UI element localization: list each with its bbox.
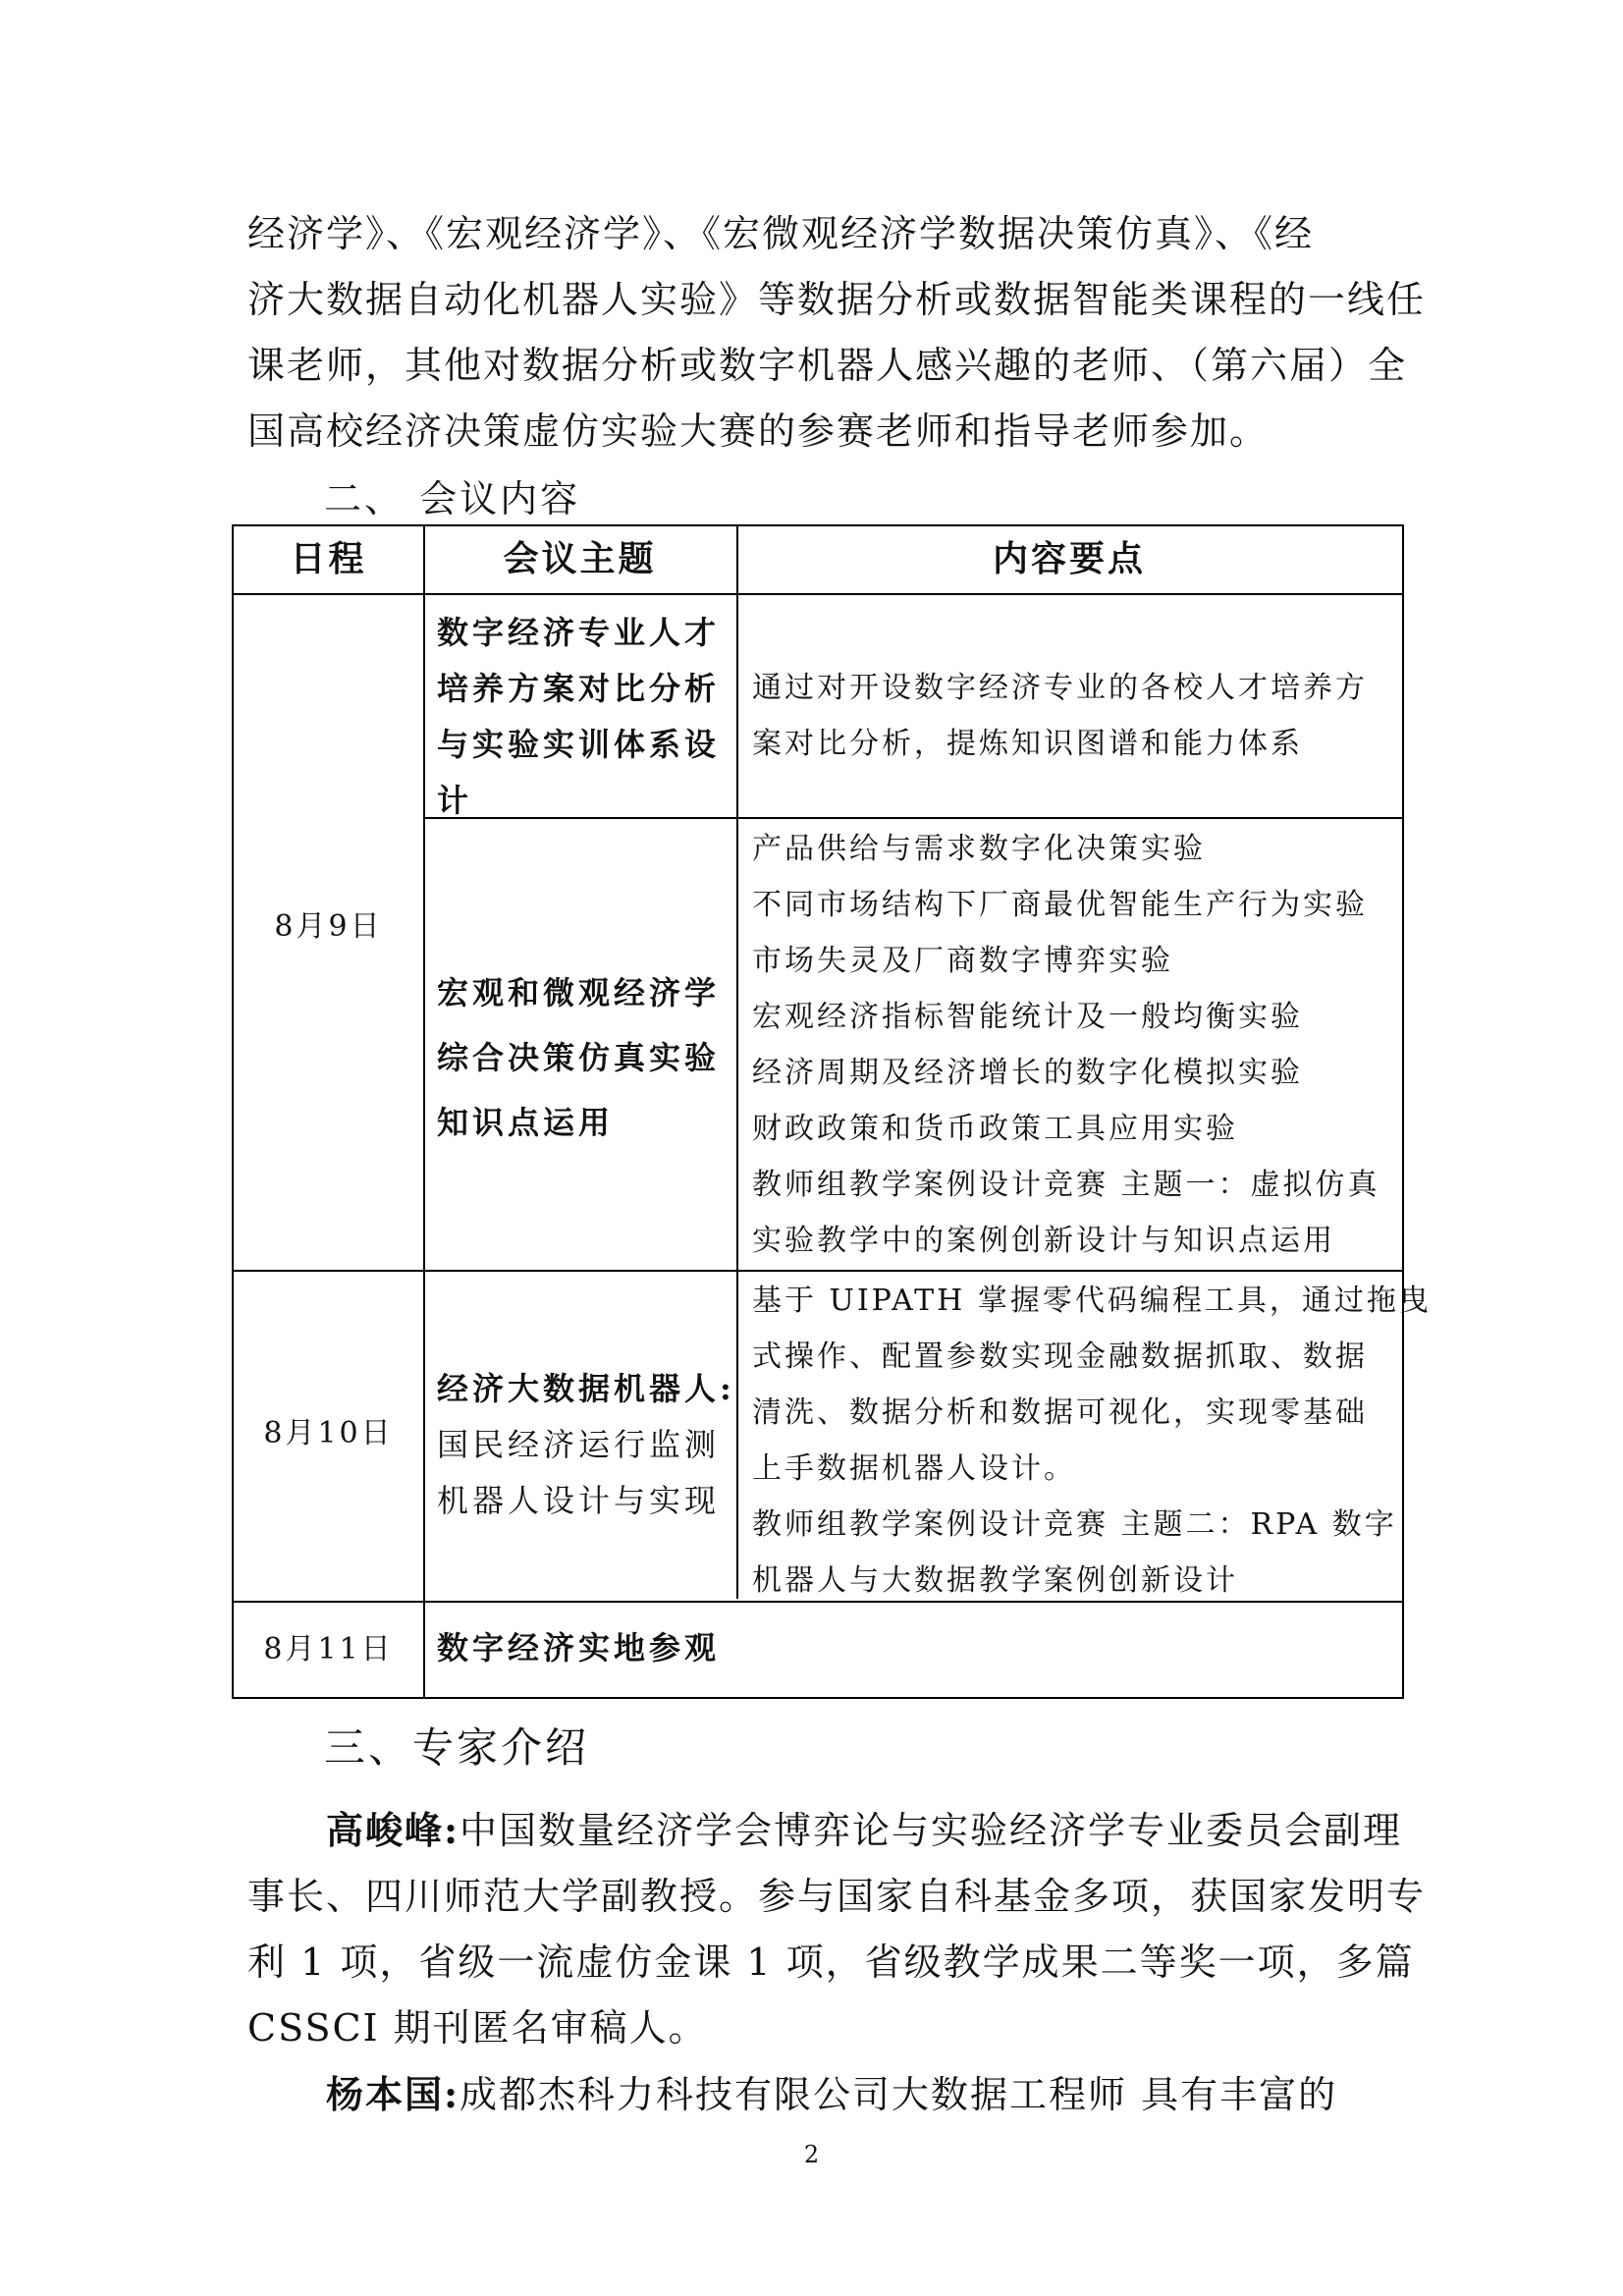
point-line: 通过对开设数字经济专业的各校人才培养方 [752, 671, 1368, 705]
theme-cell [423, 1361, 736, 1529]
section-heading-experts: 三、专家介绍 [324, 1723, 590, 1772]
theme-line: 数字经济专业人才 [437, 614, 721, 651]
expert-line [247, 2061, 1386, 2128]
theme-line: 国民经济运行监测 [437, 1426, 721, 1463]
point-line: 清洗、数据分析和数据可视化，实现零基础 [752, 1395, 1368, 1430]
theme-cell [423, 1620, 1052, 1676]
theme-line: 经济大数据机器人: [437, 1370, 735, 1407]
point-line: 案对比分析，提炼知识图谱和能力体系 [752, 727, 1303, 761]
date-cell: 8月10日 [263, 1416, 394, 1450]
point-line: 实验教学中的案例创新设计与知识点运用 [752, 1224, 1335, 1258]
theme-line: 与实验实训体系设 [437, 726, 721, 763]
theme-line: 计 [437, 782, 473, 819]
point-line: 财政政策和货币政策工具应用实验 [752, 1112, 1238, 1146]
row-divider [234, 593, 1402, 595]
points-cell [736, 1273, 1432, 1609]
theme-line: 培养方案对比分析 [437, 670, 721, 707]
point-line: 宏观经济指标智能统计及一般均衡实验 [752, 1000, 1303, 1034]
point-line: 教师组教学案例设计竞赛 主题二：RPA 数字 [752, 1507, 1397, 1542]
section-heading-meeting-content: 二、 会议内容 [324, 477, 581, 520]
theme-cell [423, 605, 736, 829]
expert-bio [247, 1797, 1427, 2128]
point-line: 产品供给与需求数字化决策实验 [752, 832, 1206, 866]
points-cell [736, 821, 1402, 1269]
schedule-table [232, 524, 1432, 1699]
header-points: 内容要点 [992, 538, 1146, 579]
header-date: 日程 [290, 538, 367, 579]
expert-line: CSSCI 期刊匿名审稿人。 [247, 2006, 708, 2050]
row-divider [234, 1270, 1402, 1272]
page-number: 2 [803, 2141, 820, 2168]
point-line: 不同市场结构下厂商最优智能生产行为实验 [752, 888, 1368, 922]
point-line: 基于 UIPATH 掌握零代码编程工具，通过拖曳 [752, 1284, 1432, 1318]
point-line: 机器人与大数据教学案例创新设计 [752, 1563, 1238, 1598]
point-line: 式操作、配置参数实现金融数据抓取、数据 [752, 1339, 1368, 1374]
point-line: 市场失灵及厂商数字博弈实验 [752, 944, 1173, 978]
theme-cell [423, 960, 736, 1155]
expert-name: 高峻峰: [326, 1808, 460, 1852]
expert-line: 事长、四川师范大学副教授。参与国家自科基金多项，获国家发明专 [247, 1875, 1427, 1918]
expert-text: 成都杰科力科技有限公司大数据工程师 具有丰富的 [460, 2073, 1338, 2116]
theme-line: 综合决策仿真实验 [437, 1039, 721, 1076]
intro-line: 济大数据自动化机器人实验》等数据分析或数据智能类课程的一线任 [247, 278, 1427, 321]
expert-text: 中国数量经济学会博弈论与实验经济学专业委员会副理 [460, 1809, 1403, 1852]
intro-line: 经济学》、《宏观经济学》、《宏微观经济学数据决策仿真》、《经 [247, 212, 1315, 255]
theme-line: 知识点运用 [437, 1104, 615, 1141]
expert-name: 杨本国: [326, 2072, 460, 2116]
theme-line: 机器人设计与实现 [437, 1482, 721, 1519]
expert-line: 利 1 项，省级一流虚仿金课 1 项，省级教学成果二等奖一项，多篇 [247, 1941, 1415, 1984]
intro-line: 课老师，其他对数据分析或数字机器人感兴趣的老师、（第六届）全 [247, 344, 1408, 387]
point-line: 上手数据机器人设计。 [752, 1451, 1076, 1486]
date-cell: 8月9日 [274, 909, 383, 944]
theme-line: 数字经济实地参观 [437, 1629, 721, 1667]
date-cell: 8月11日 [263, 1632, 394, 1667]
point-line: 教师组教学案例设计竞赛 主题一：虚拟仿真 [752, 1168, 1380, 1202]
header-theme: 会议主题 [503, 538, 657, 579]
intro-line: 国高校经济决策虚仿实验大赛的参赛老师和指导老师参加。 [247, 410, 1270, 453]
intro-paragraph [247, 201, 1427, 465]
points-cell [736, 660, 1402, 772]
expert-line [247, 1797, 1403, 1864]
theme-line: 宏观和微观经济学 [437, 974, 721, 1011]
point-line: 经济周期及经济增长的数字化模拟实验 [752, 1056, 1303, 1090]
